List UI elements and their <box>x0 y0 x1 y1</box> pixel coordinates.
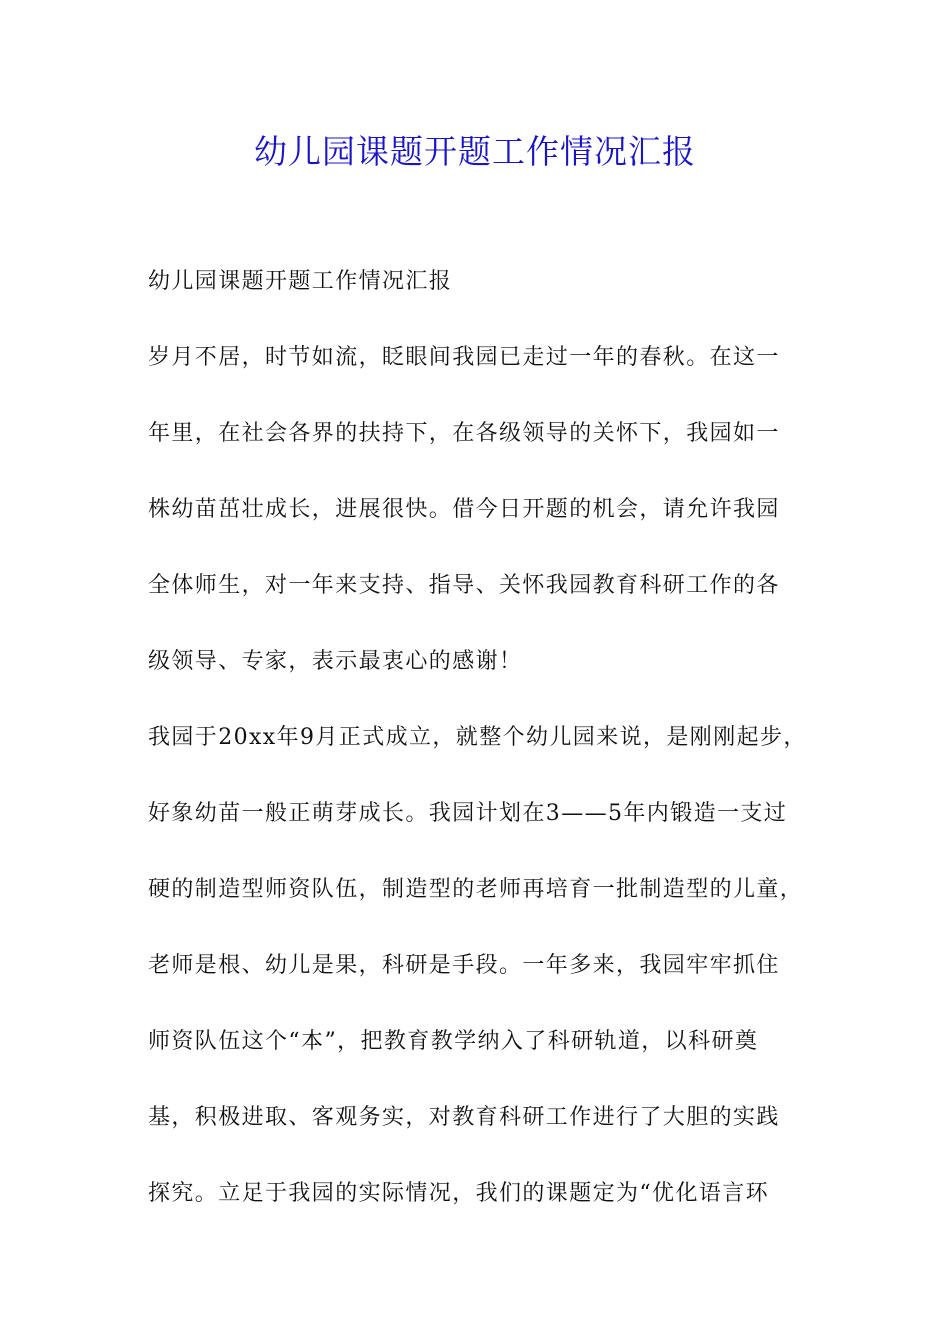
paragraph-line: 全体师生，对一年来支持、指导、关怀我园教育科研工作的各 <box>148 573 780 598</box>
paragraph-line: 年里，在社会各界的扶持下，在各级领导的关怀下，我园如一 <box>148 421 780 446</box>
document-title: 幼儿园课题开题工作情况汇报 <box>254 132 696 171</box>
paragraph-line: 幼儿园课题开题工作情况汇报 <box>148 269 453 294</box>
paragraph-line: 我园于20xx年9月正式成立，就整个幼儿园来说，是刚刚起步， <box>148 725 807 750</box>
paragraph-line: 好象幼苗一般正萌芽成长。我园计划在3——5年内锻造一支过 <box>148 801 788 826</box>
paragraph-line: 老师是根、幼儿是果，科研是手段。一年多来，我园牢牢抓住 <box>148 953 780 978</box>
paragraph-line: 基，积极进取、客观务实，对教育科研工作进行了大胆的实践 <box>148 1105 780 1130</box>
paragraph-line: 硬的制造型师资队伍，制造型的老师再培育一批制造型的儿童， <box>148 877 804 902</box>
paragraph-line: 探究。立足于我园的实际情况，我们的课题定为“优化语言环 <box>148 1181 770 1206</box>
paragraph-line: 师资队伍这个“本”，把教育教学纳入了科研轨道，以科研奠 <box>148 1029 759 1054</box>
paragraph-line: 岁月不居，时节如流，眨眼间我园已走过一年的春秋。在这一 <box>148 345 780 370</box>
paragraph-line: 级领导、专家，表示最衷心的感谢！ <box>148 649 523 674</box>
paragraph-line: 株幼苗茁壮成长，进展很快。借今日开题的机会，请允许我园 <box>148 497 780 522</box>
